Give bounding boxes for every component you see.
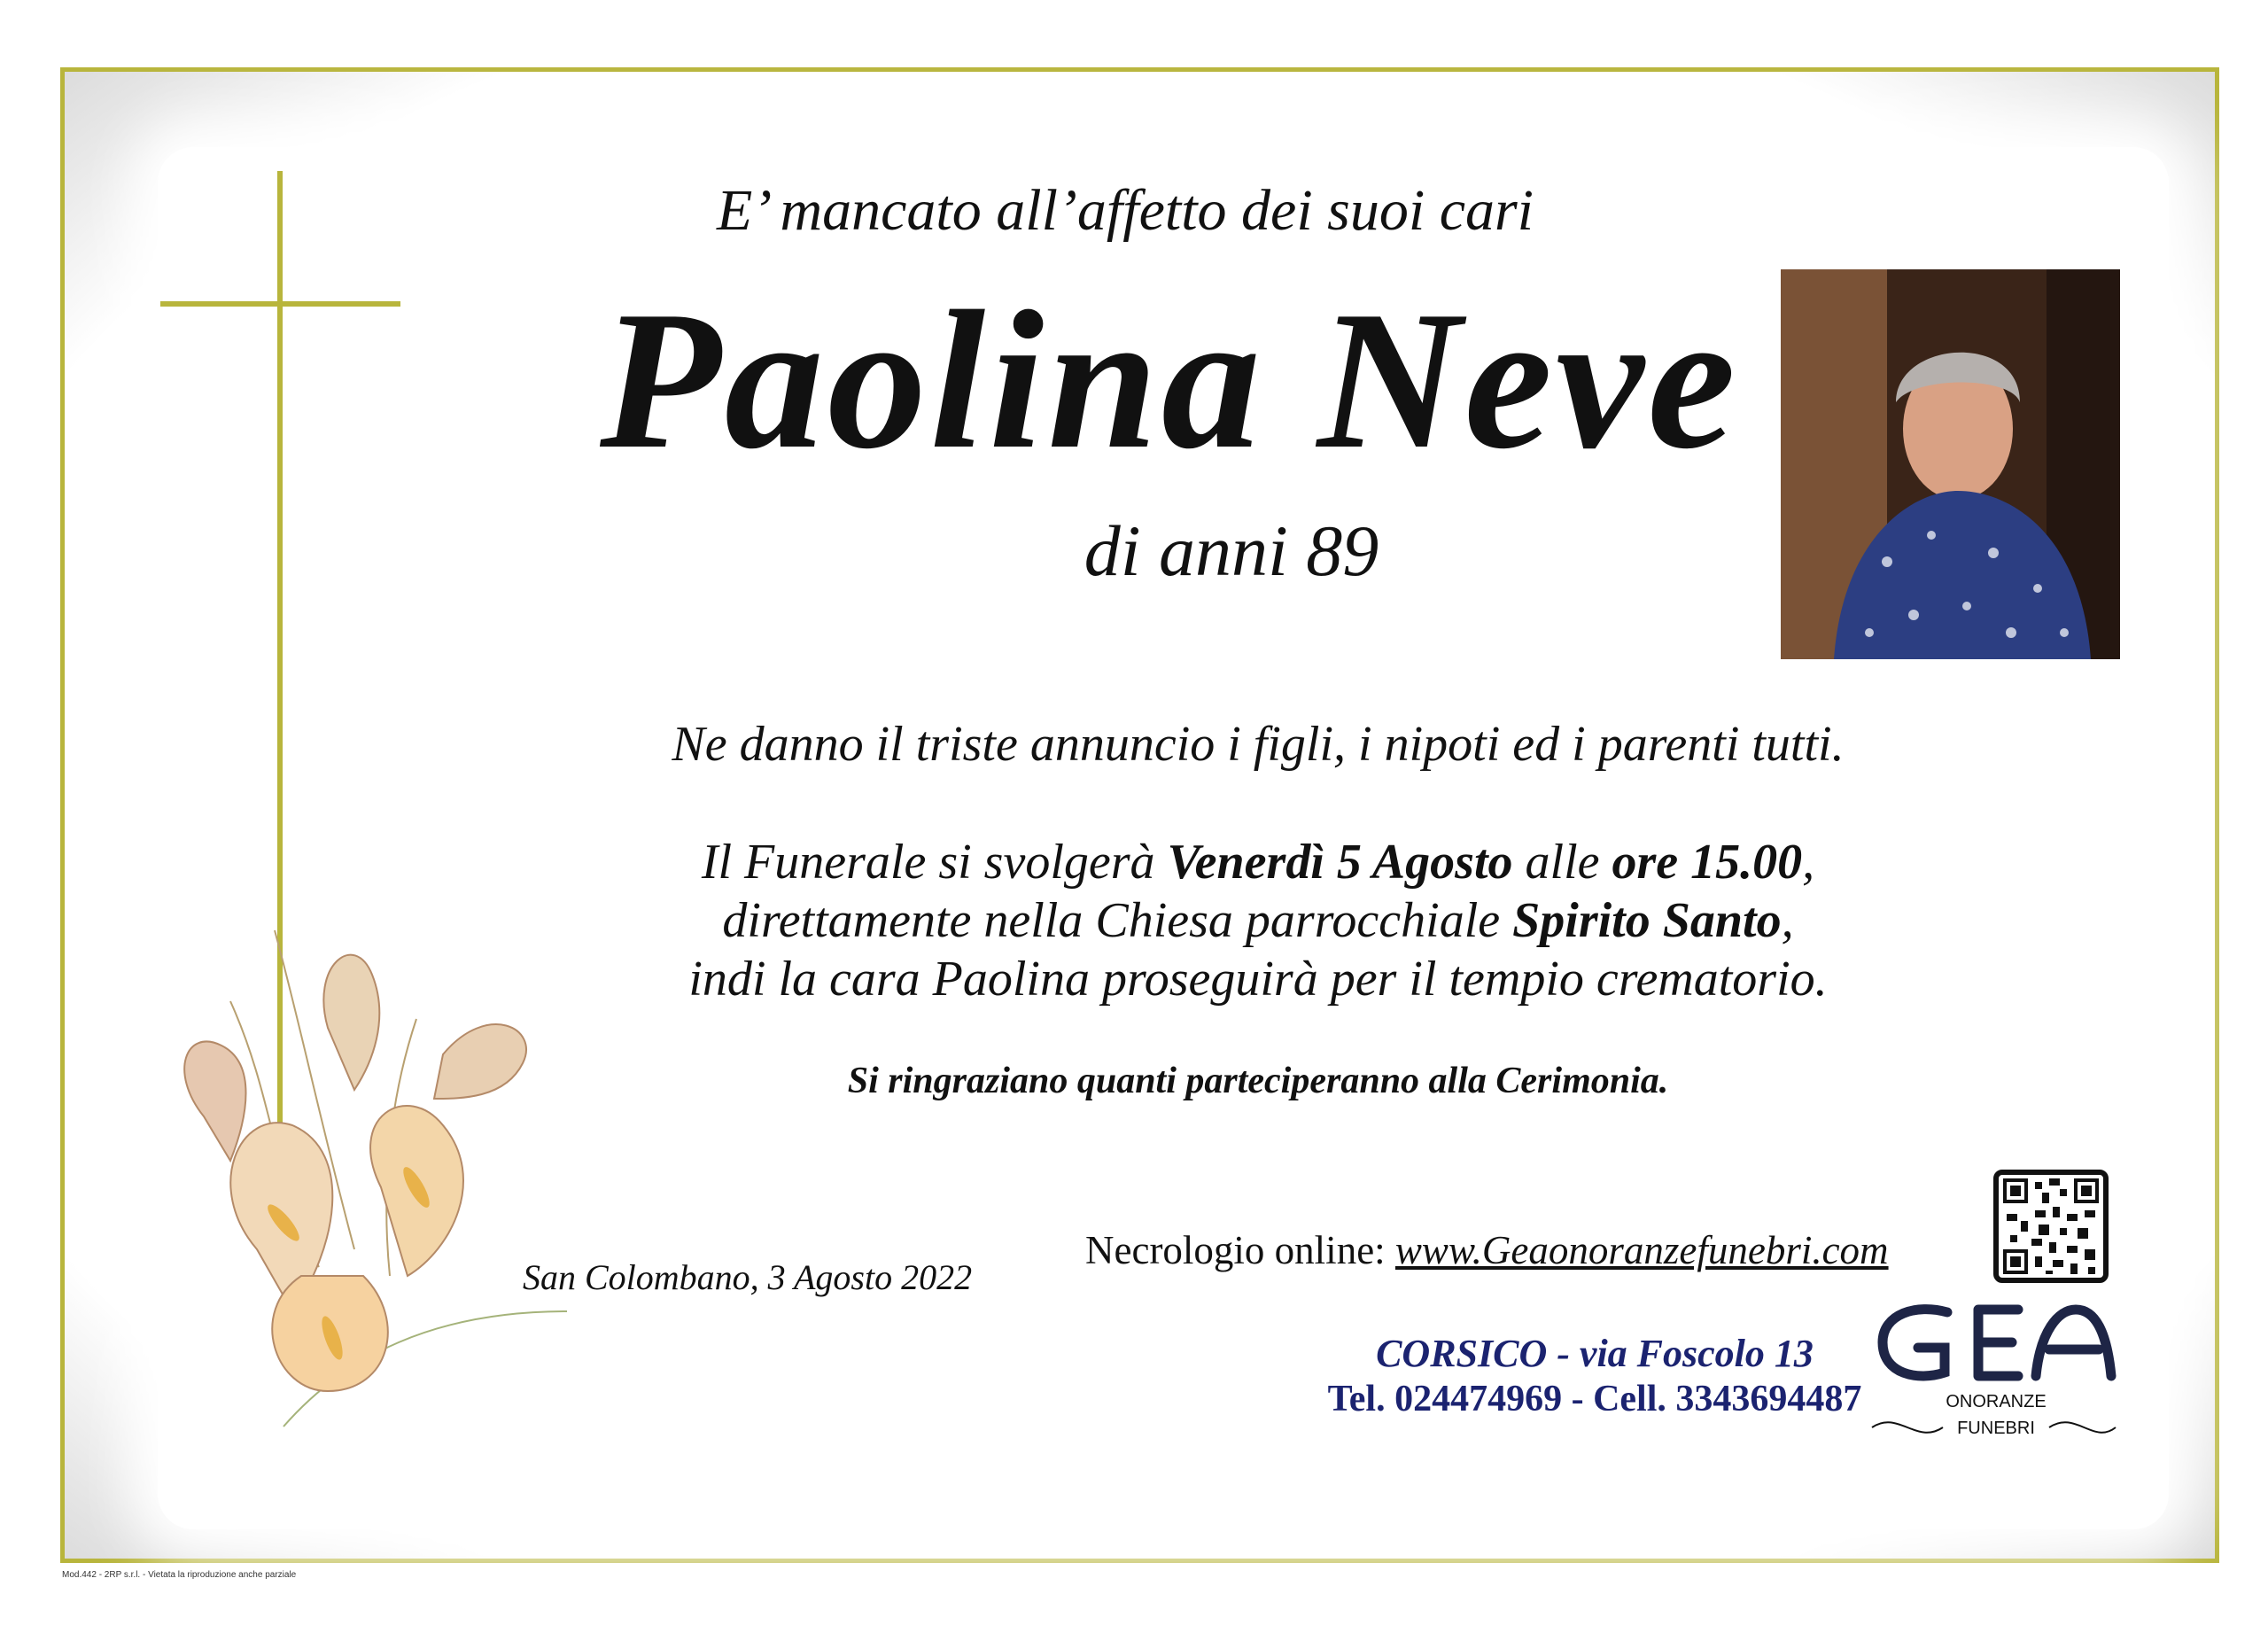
funeral-text: alle xyxy=(1512,835,1612,890)
funeral-home-phones: Tel. 024474969 - Cell. 3343694487 xyxy=(1327,1379,1862,1419)
funeral-line-2 xyxy=(549,891,1967,950)
footer-note: Mod.442 - 2RP s.r.l. - Vietata la riproduzione anche parziale xyxy=(62,1570,297,1580)
announcement-text: Ne danno il triste annuncio i figli, i nipoti ed i parenti tutti. xyxy=(672,717,1845,772)
website-link[interactable]: www.Geaonoranzefunebri.com xyxy=(1394,1228,1889,1272)
funeral-home-address: CORSICO - via Foscolo 13 xyxy=(1376,1332,1814,1375)
online-obituary xyxy=(1085,1227,1889,1273)
portrait-photo xyxy=(1781,269,2120,659)
funeral-date: Venerdì 5 Agosto xyxy=(1167,835,1513,890)
logo-line-2: FUNEBRI xyxy=(1957,1419,2035,1438)
online-label: Necrologio online: xyxy=(1085,1228,1395,1272)
funeral-time: ore 15.00 xyxy=(1612,835,1803,890)
age-line: di anni 89 xyxy=(1084,510,1379,591)
place-date: San Colombano, 3 Agosto 2022 xyxy=(523,1257,973,1297)
funeral-text: Il Funerale si svolgerà xyxy=(701,835,1168,890)
funeral-details xyxy=(549,833,1967,1008)
thanks-line: Si ringraziano quanti parteciperanno alla Cerimonia. xyxy=(847,1061,1669,1101)
gea-logo xyxy=(1863,1296,2120,1456)
deceased-name: Paolina Neve xyxy=(600,270,1739,490)
funeral-text: direttamente nella Chiesa parrocchiale xyxy=(722,893,1513,948)
cross-icon-horizontal xyxy=(160,301,400,307)
funeral-line-1 xyxy=(549,833,1967,891)
funeral-text: , xyxy=(1781,893,1794,948)
church-name: Spirito Santo xyxy=(1512,893,1782,948)
logo-line-1: ONORANZE xyxy=(1946,1392,2047,1411)
funeral-text: , xyxy=(1802,835,1815,890)
funeral-line-3: indi la cara Paolina proseguirà per il tempio crematorio. xyxy=(688,952,1828,1007)
intro-line: E’ mancato all’affetto dei suoi cari xyxy=(716,178,1534,243)
qr-code-icon[interactable] xyxy=(1993,1170,2109,1283)
